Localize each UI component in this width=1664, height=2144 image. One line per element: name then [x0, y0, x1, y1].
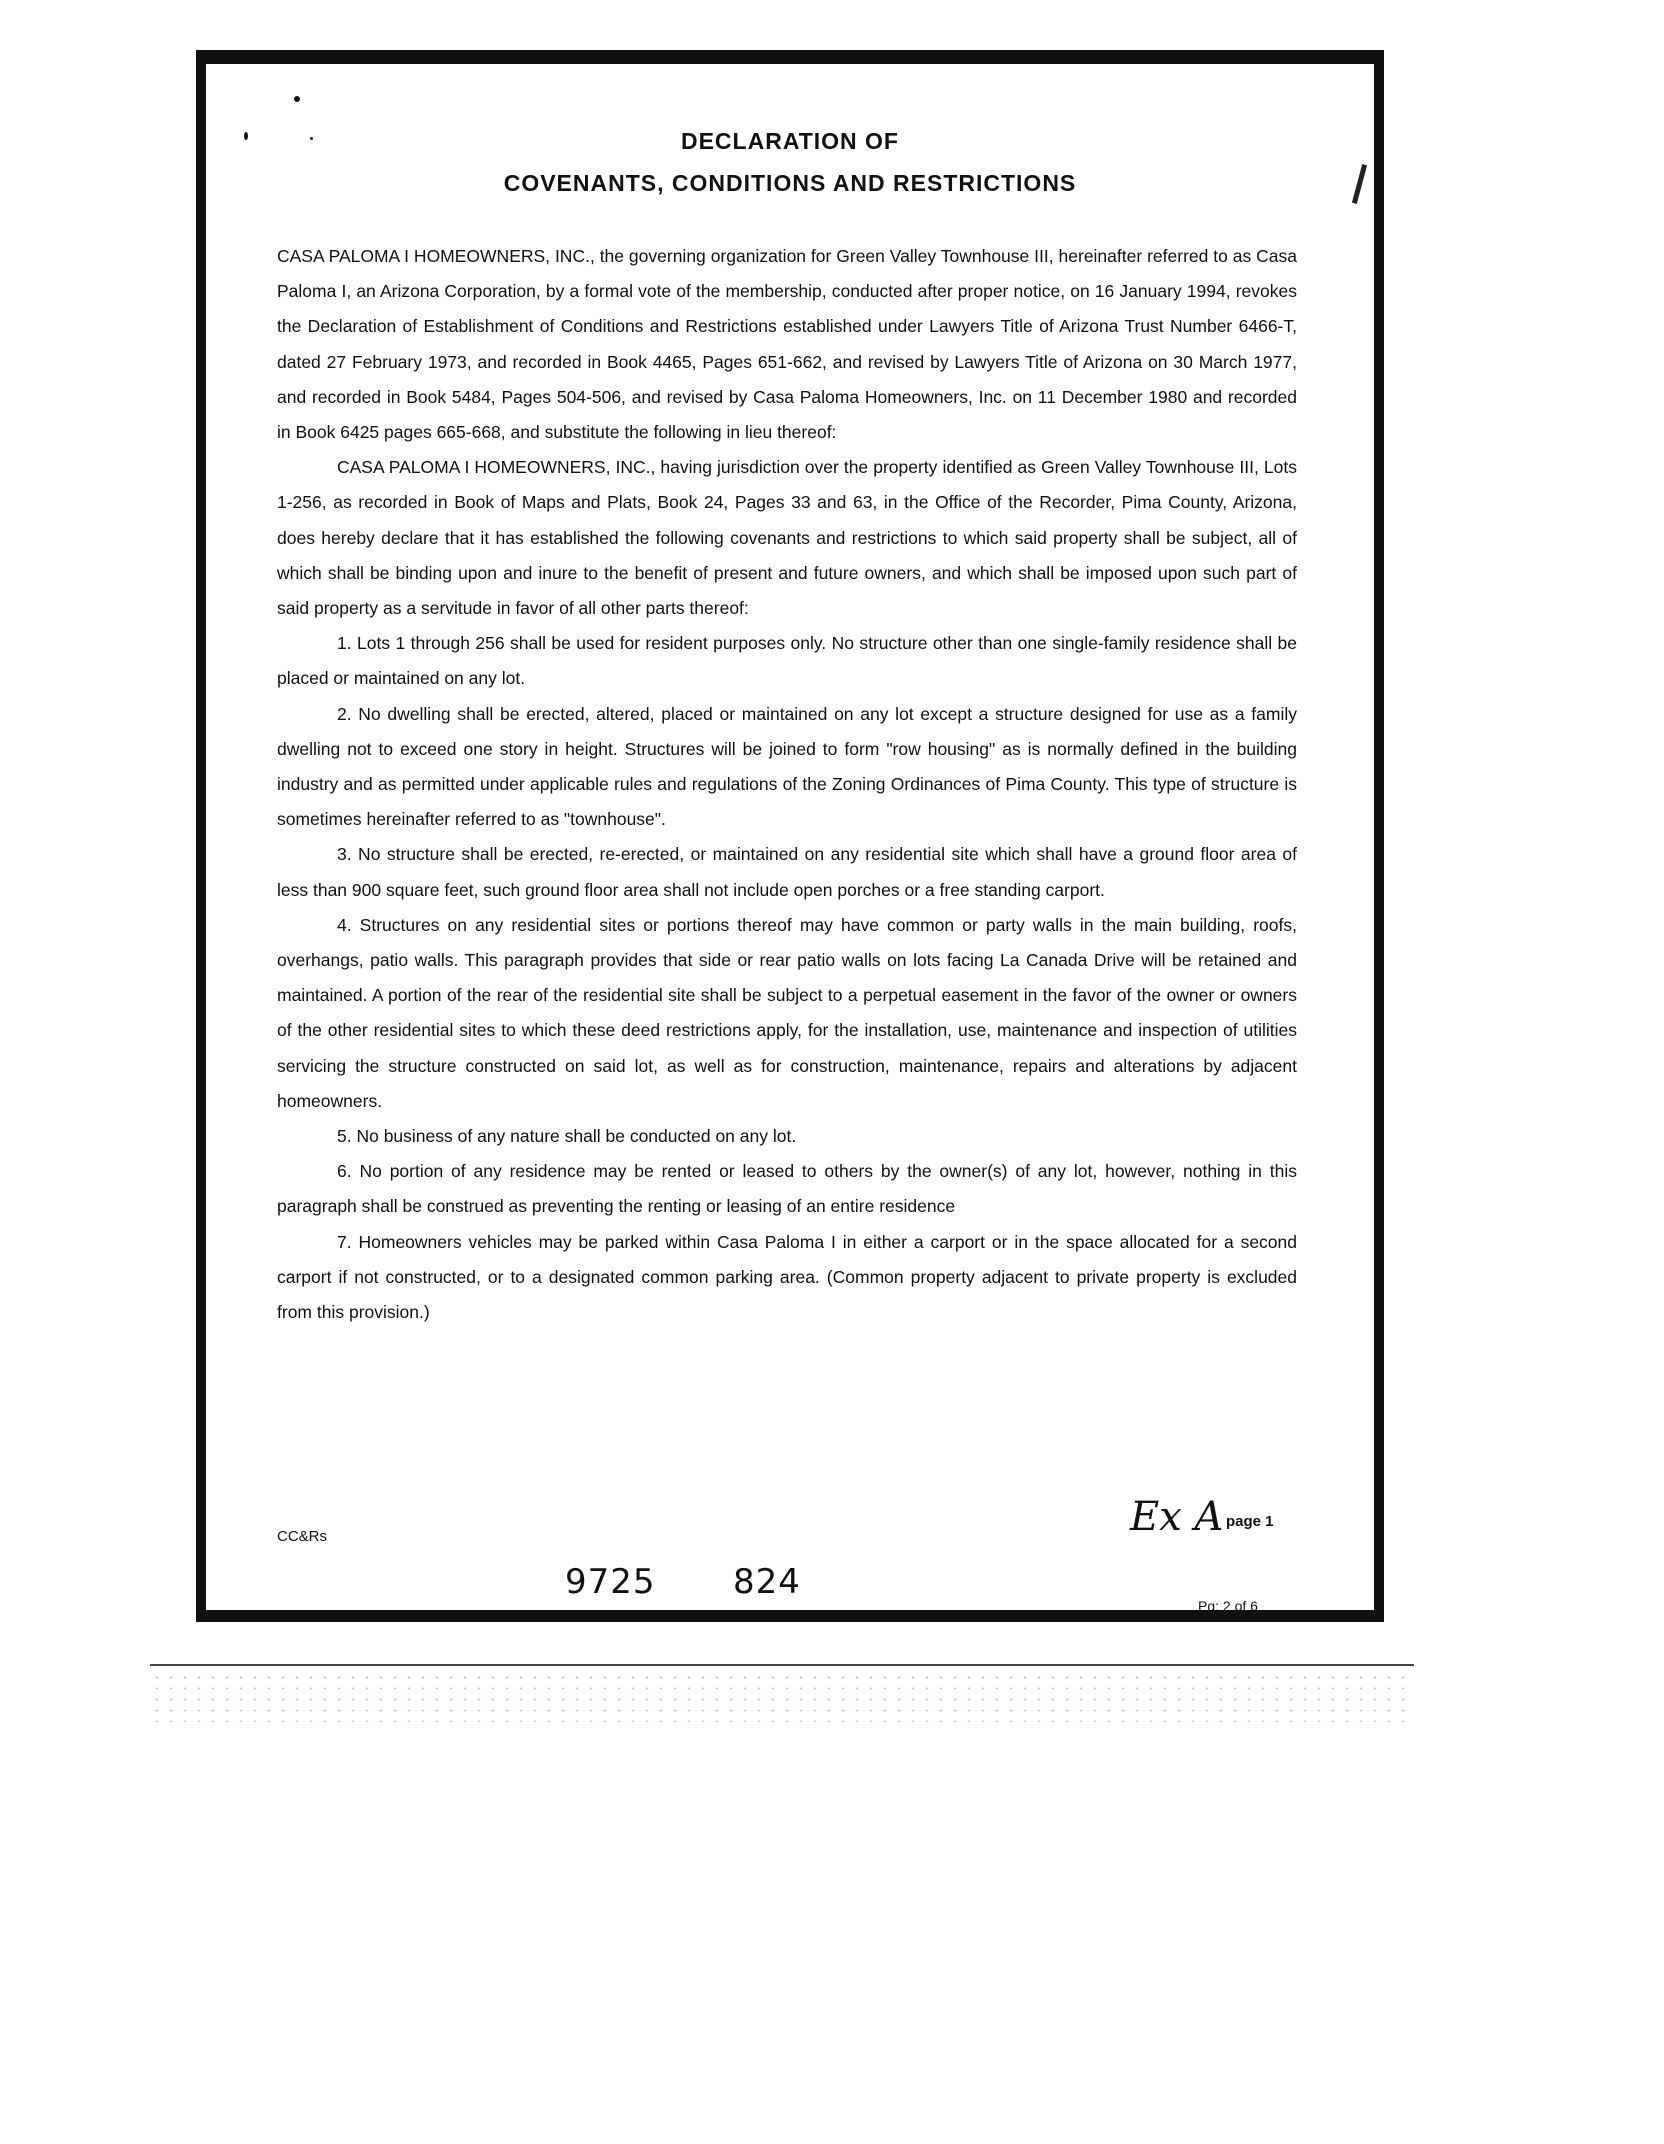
handwritten-exhibit-mark: Ex A	[1130, 1494, 1224, 1540]
paragraph-item-5: 5. No business of any nature shall be conducted on any lot.	[337, 1126, 797, 1147]
paragraph-item-4: 4. Structures on any residential sites or portions thereof may have common or party walls in the main building, roofs, overhangs, patio walls. This paragraph provides that side or rear patio walls on lots facing La Canada Drive will be retained and maintained. A portion of the rear of the residential site shall be subject to a perpetual easement in the favor of the owner or owners of the other residential sites to which these deed restrictions apply, for the installation, use, maintenance and inspection of utilities servicing the structure constructed on said lot, as well as for construction, maintenance, repairs and alterations by adjacent homeowners.	[277, 914, 1297, 1111]
paragraph-item-6: 6. No portion of any residence may be rented or leased to others by the owner(s) of any lot, however, nothing in this paragraph shall be construed as preventing the renting or leasing of an entire residence	[277, 1161, 1297, 1217]
scan-speck	[294, 96, 300, 102]
paragraph-declaration: CASA PALOMA I HOMEOWNERS, INC., having jurisdiction over the property identified as Green Valley Townhouse III, Lots 1-256, as recorded in Book of Maps and Plats, Book 24, Pages 33 and 63, in the Office of the Recorder, Pima County, Arizona, does hereby declare that it has established the following covenants and restrictions to which said property shall be subject, all of which shall be binding upon and inure to the benefit of present and future owners, and which shall be imposed upon such part of said property as a servitude in favor of all other parts thereof:	[277, 457, 1297, 619]
scan-noise	[150, 1672, 1414, 1722]
paragraph-item-3: 3. No structure shall be erected, re-erected, or maintained on any residential site which shall have a ground floor area of less than 900 square feet, such ground floor area shall not include open porches or a free standing carport.	[277, 844, 1297, 900]
recording-page-number: 824	[733, 1562, 801, 1602]
scan-edge-line	[150, 1664, 1414, 1666]
recording-book-number: 9725	[565, 1562, 656, 1602]
paragraph-item-7: 7. Homeowners vehicles may be parked within Casa Paloma I in either a carport or in the space allocated for a second carport if not constructed, or to a designated common parking area. (Common property adjacent to private property is excluded from this provision.)	[277, 1231, 1297, 1323]
document-title-line-2: COVENANTS, CONDITIONS AND RESTRICTIONS	[503, 170, 1077, 196]
document-title-line-1: DECLARATION OF	[680, 128, 899, 154]
paragraph-item-1: 1. Lots 1 through 256 shall be used for resident purposes only. No structure other than one single-family residence shall be placed or maintained on any lot.	[277, 633, 1297, 689]
paragraph-item-2: 2. No dwelling shall be erected, altered, placed or maintained on any lot except a structure designed for use as a family dwelling not to exceed one story in height. Structures will be joined to form "row housing" as is normally defined in the building industry and as permitted under applicable rules and regulations of the Zoning Ordinances of Pima County. This type of structure is sometimes hereinafter referred to as "townhouse".	[277, 703, 1297, 830]
page-number: page 1	[1226, 1513, 1274, 1530]
paragraph-preamble: CASA PALOMA I HOMEOWNERS, INC., the governing organization for Green Valley Townhouse III, hereinafter referred to as Casa Paloma I, an Arizona Corporation, by a formal vote of the membership, conducted after proper notice, on 16 January 1994, revokes the Declaration of Establishment of Conditions and Restrictions established under Lawyers Title of Arizona Trust Number 6466-T, dated 27 February 1973, and recorded in Book 4465, Pages 651-662, and revised by Lawyers Title of Arizona on 30 March 1977, and recorded in Book 5484, Pages 504-506, and revised by Casa Paloma Homeowners, Inc. on 11 December 1980 and recorded in Book 6425 pages 665-668, and substitute the following in lieu thereof:	[277, 246, 1297, 443]
footer-document-code: CC&Rs	[277, 1528, 328, 1545]
document-body	[277, 239, 1297, 1330]
scan-page-count: Pg: 2 of 6	[1198, 1598, 1258, 1614]
